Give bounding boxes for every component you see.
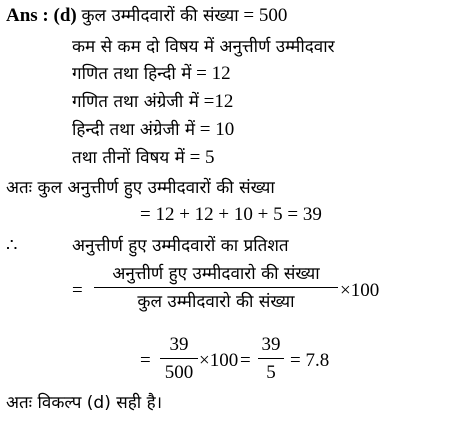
- total-candidates-value: = 500: [243, 5, 288, 26]
- fraction3-denominator: 5: [266, 362, 276, 383]
- given-line-4: [72, 118, 234, 142]
- fraction-39-over-500: [160, 333, 198, 385]
- given-value: = 5: [189, 147, 215, 168]
- failed-count-text: अतः कुल अनुत्तीर्ण हुए उम्मीदवारों की संख्या: [6, 178, 275, 198]
- fraction3-bar: [258, 358, 284, 359]
- given-line-5: [72, 146, 215, 170]
- fraction-bar: [94, 287, 338, 288]
- equation2-equals-2: =: [240, 350, 251, 371]
- given-text: गणित तथा अंग्रेजी में: [72, 92, 199, 112]
- failed-count-line: [6, 176, 275, 200]
- failed-count-sum: = 12 + 12 + 10 + 5 = 39: [140, 204, 322, 225]
- fraction2-denominator: 500: [164, 362, 194, 383]
- therefore-symbol: [6, 234, 17, 258]
- percentage-formula-fraction: [94, 262, 338, 314]
- percentage-equals-1: =: [72, 280, 83, 301]
- percentage-times-100: ×100: [340, 280, 380, 301]
- equation2-equals: =: [140, 350, 151, 371]
- given-line-1: [72, 35, 335, 59]
- given-line-3: [72, 90, 233, 114]
- fraction-denominator: कुल उम्मीदवारो की संख्या: [137, 292, 295, 312]
- given-value: = 12: [196, 63, 231, 84]
- given-text: हिन्दी तथा अंग्रेजी में: [72, 120, 196, 140]
- fraction2-bar: [160, 358, 198, 359]
- given-value: = 10: [199, 119, 235, 140]
- fraction-numerator: अनुत्तीर्ण हुए उम्मीदवारो की संख्या: [112, 264, 320, 284]
- given-text: कम से कम दो विषय में अनुत्तीर्ण उम्मीदवार: [72, 37, 335, 57]
- equation2-result: = 7.8: [290, 350, 330, 371]
- percentage-title-line: [72, 234, 289, 258]
- answer-line: [6, 4, 287, 28]
- fraction3-numerator: 39: [261, 334, 281, 355]
- equation2-times-100: ×100: [199, 350, 239, 371]
- given-value: =12: [203, 91, 234, 112]
- fraction2-numerator: 39: [169, 334, 189, 355]
- total-candidates-text: कुल उम्मीदवारों की संख्या: [81, 6, 239, 26]
- therefore-icon: ∴: [6, 235, 18, 256]
- given-line-2: [72, 62, 231, 86]
- percentage-title: अनुत्तीर्ण हुए उम्मीदवारों का प्रतिशत: [72, 236, 289, 256]
- failed-count-equation: [140, 203, 322, 227]
- conclusion-text: अतः विकल्प (d) सही है।: [6, 393, 163, 413]
- given-text: तथा तीनों विषय में: [72, 148, 185, 168]
- given-text: गणित तथा हिन्दी में: [72, 64, 192, 84]
- fraction-39-over-5: [258, 333, 284, 385]
- conclusion-line: [6, 391, 162, 415]
- answer-label: Ans : (d): [6, 5, 77, 26]
